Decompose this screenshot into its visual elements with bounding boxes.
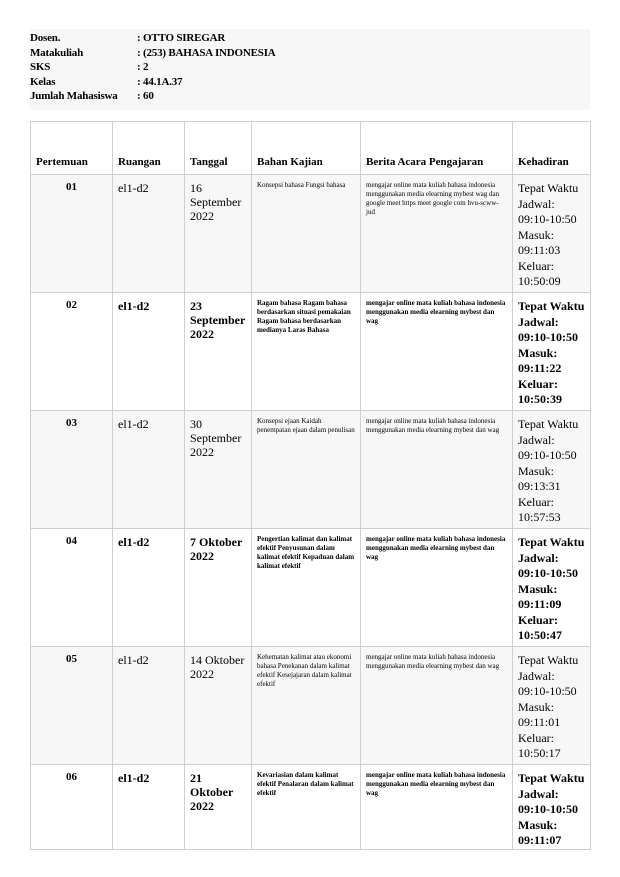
kehadiran-line: Keluar: [518,730,554,745]
cell-berita-acara: mengajar online mata kuliah bahasa indonesia menggunakan media elearning mybest dan wag [361,765,513,850]
header-value: : (253) BAHASA INDONESIA [137,46,276,59]
header-label: Kelas [30,75,56,88]
cell-pertemuan: 06 [31,765,113,850]
kehadiran-line: Jadwal: [518,314,559,329]
cell-pertemuan: 01 [31,175,113,293]
course-header [30,29,590,110]
header-row-sks [30,60,590,75]
cell-tanggal: 21 Oktober 2022 [185,765,252,850]
column-header-bahan-kajian: Bahan Kajian [252,122,361,175]
column-header-berita-acara: Berita Acara Pengajaran [361,122,513,175]
column-header-pertemuan: Pertemuan [31,122,113,175]
kehadiran-line: 09:11:01 [518,715,561,729]
cell-bahan-kajian: Kevariasian dalam kalimat efektif Penalaran dalam kalimat efektif [252,765,361,850]
table-row [31,647,591,765]
table-row [31,411,591,529]
kehadiran-line: Tepat Waktu [518,771,585,785]
cell-kehadiran [513,411,591,529]
kehadiran-line: Tepat Waktu [518,417,579,431]
kehadiran-line: Jadwal: [518,196,555,211]
header-value: : 2 [137,61,149,73]
kehadiran-line: Masuk: [518,463,554,478]
cell-bahan-kajian: Pengertian kalimat dan kalimat efektif Penyusunan dalam kalimat efektif Kepaduan dalam kalimat efektif [252,529,361,647]
table-row [31,175,591,293]
kehadiran-line: 09:11:22 [518,361,562,375]
header-value: : 44.1A.37 [137,75,183,88]
kehadiran-line: Masuk: [518,345,558,360]
cell-bahan-kajian: Ragam bahasa Ragam bahasa berdasarkan situasi pemakaian Ragam bahasa berdasarkan medianya Laras Bahasa [252,293,361,411]
kehadiran-line: Masuk: [518,581,558,596]
cell-bahan-kajian: Konsepsi ejaan Kaidah penempatan ejaan dalam penulisan [252,411,361,529]
header-row-jumlah [30,89,590,104]
cell-berita-acara: mengajar online mata kuliah bahasa indonesia menggunakan media elearning mybest dan wag [361,411,513,529]
cell-tanggal: 23 September 2022 [185,293,252,411]
kehadiran-line: Jadwal: [518,550,559,565]
cell-tanggal: 16 September 2022 [185,175,252,293]
kehadiran-line: 10:50:17 [518,746,561,760]
header-value: : OTTO SIREGAR [137,32,226,44]
cell-kehadiran [513,529,591,647]
kehadiran-line: 09:10-10:50 [518,330,578,344]
header-label: Dosen. [30,32,61,44]
kehadiran-line: Keluar: [518,494,554,509]
cell-berita-acara: mengajar online mata kuliah bahasa indonesia menggunakan media elearning mybest dan wag [361,529,513,647]
cell-tanggal: 7 Oktober 2022 [185,529,252,647]
cell-ruangan: el1-d2 [113,293,185,411]
cell-kehadiran [513,647,591,765]
kehadiran-line: Keluar: [518,376,558,391]
cell-berita-acara: mengajar online mata kuliah bahasa indonesia menggunakan media elearning mybest dan wag [361,293,513,411]
cell-kehadiran [513,293,591,411]
column-header-kehadiran: Kehadiran [513,122,591,175]
column-header-ruangan: Ruangan [113,122,185,175]
kehadiran-line: Tepat Waktu [518,653,579,667]
kehadiran-line: Jadwal: [518,786,559,801]
cell-tanggal: 30 September 2022 [185,411,252,529]
cell-pertemuan: 05 [31,647,113,765]
kehadiran-line: 10:57:53 [518,510,561,524]
kehadiran-line: 09:10-10:50 [518,566,578,580]
cell-ruangan: el1-d2 [113,411,185,529]
kehadiran-line: Jadwal: [518,432,555,447]
cell-ruangan: el1-d2 [113,175,185,293]
kehadiran-line: 09:11:03 [518,243,561,257]
kehadiran-line: Tepat Waktu [518,299,585,313]
table-row [31,529,591,647]
cell-pertemuan: 03 [31,411,113,529]
table-row [31,765,591,850]
cell-bahan-kajian: Kehematan kalimat atau ekonomi bahasa Penekanan dalam kalimat efektif Kesejajaran dalam kalimat efektif [252,647,361,765]
kehadiran-line: Masuk: [518,817,558,832]
kehadiran-line: Jadwal: [518,668,555,683]
cell-kehadiran [513,765,591,850]
kehadiran-line: 09:10-10:50 [518,802,578,816]
cell-berita-acara: mengajar online mata kuliah bahasa indonesia menggunakan media elearning mybest dan wag [361,647,513,765]
attendance-table [30,121,591,850]
kehadiran-line: 09:11:09 [518,597,562,611]
header-row-dosen [30,31,590,46]
header-label: Jumlah Mahasiswa [30,90,118,102]
kehadiran-line: 09:10-10:50 [518,448,577,462]
kehadiran-line: Keluar: [518,258,554,273]
header-label: Matakuliah [30,46,84,59]
cell-ruangan: el1-d2 [113,765,185,850]
header-value: : 60 [137,90,154,102]
kehadiran-line: Keluar: [518,612,558,627]
cell-kehadiran [513,175,591,293]
kehadiran-line: 09:10-10:50 [518,212,577,226]
column-header-tanggal: Tanggal [185,122,252,175]
cell-bahan-kajian: Konsepsi bahasa Fungsi bahasa [252,175,361,293]
cell-pertemuan: 02 [31,293,113,411]
table-header-row [31,122,591,175]
kehadiran-line: 09:11:07 [518,833,562,847]
kehadiran-line: Tepat Waktu [518,535,585,549]
kehadiran-line: Tepat Waktu [518,181,579,195]
kehadiran-line: 10:50:47 [518,628,562,642]
kehadiran-line: Masuk: [518,699,554,714]
kehadiran-line: Masuk: [518,227,554,242]
table-row [31,293,591,411]
cell-ruangan: el1-d2 [113,647,185,765]
kehadiran-line: 09:10-10:50 [518,684,577,698]
header-row-kelas [30,75,590,90]
cell-ruangan: el1-d2 [113,529,185,647]
cell-berita-acara: mengajar online mata kuliah bahasa indonesia menggunakan media elearning mybest wag dan google meet https meet google com hvu-scww-jud [361,175,513,293]
kehadiran-line: 10:50:39 [518,392,562,406]
cell-tanggal: 14 Oktober 2022 [185,647,252,765]
kehadiran-line: 10:50:09 [518,274,561,288]
header-label: SKS [30,61,51,73]
header-row-matakuliah [30,46,590,61]
kehadiran-line: 09:13:31 [518,479,561,493]
cell-pertemuan: 04 [31,529,113,647]
